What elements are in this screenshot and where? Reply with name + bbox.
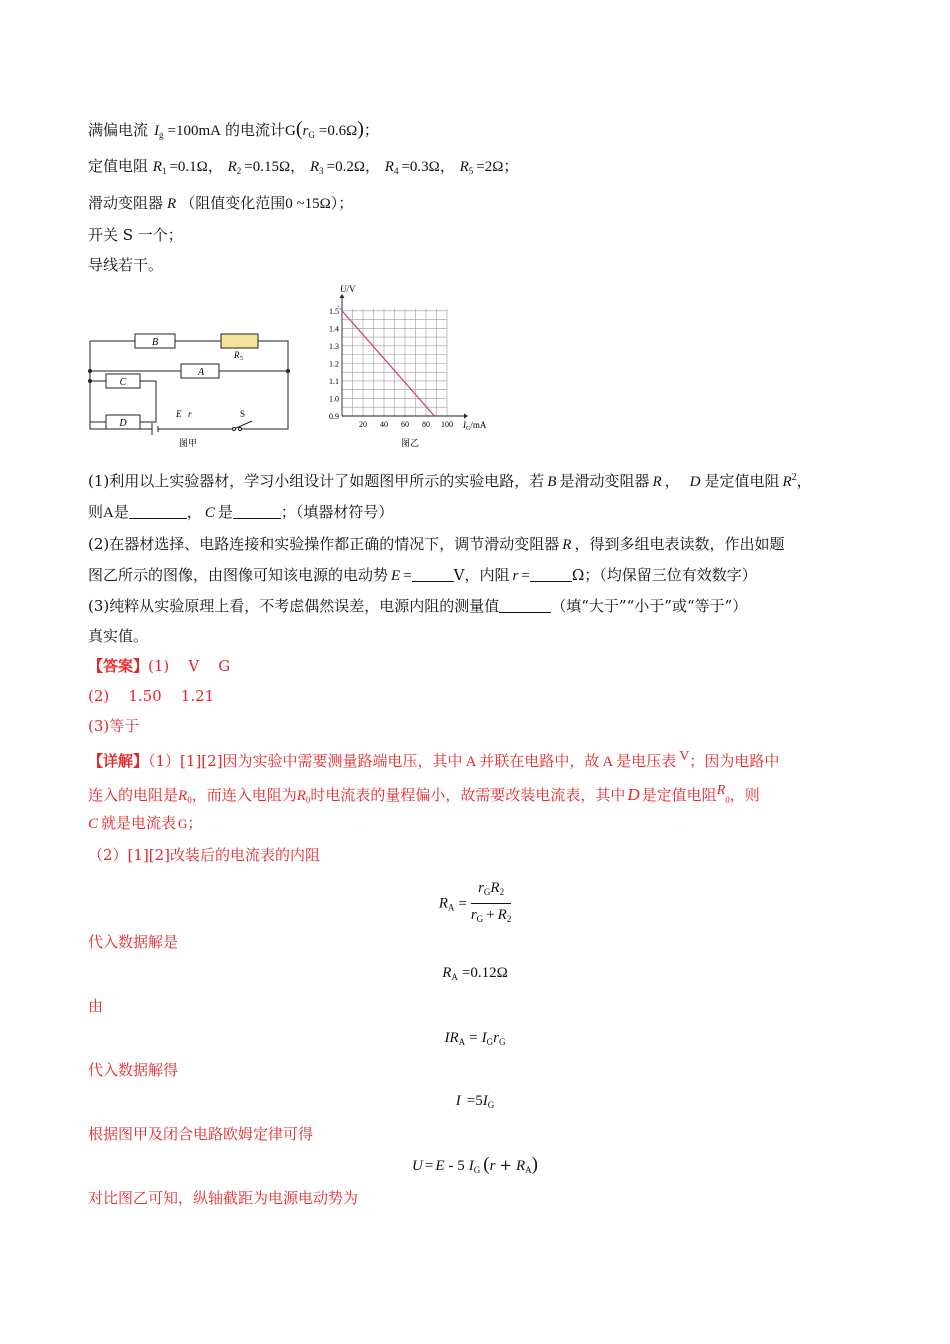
question-2 [88,534,784,555]
eq-symbol: R [515,1158,526,1174]
eq-sign: =5 [466,1093,483,1109]
label-s: S [240,409,246,419]
resistor-r5 [221,334,258,348]
eq-symbol: r [478,880,484,896]
text: (2)在器材选择、电路连接和实验操作都正确的情况下，调节滑动变阻器 [88,535,560,553]
answer-1 [88,656,230,676]
chart-grid [342,309,447,416]
explanation-p9: 对比图乙可知，纵轴截距为电源电动势为 [88,1189,359,1207]
symbol: R [652,474,662,490]
symbol: R [296,788,306,804]
symbol: R [178,788,188,804]
punct: ， [364,157,380,175]
text: 并联在电路中，故 [479,752,600,770]
ui-chart [318,280,502,452]
r4-symbol: R [384,159,394,175]
eq-symbol: r [470,907,477,923]
text: 时电流表的量程偏小，故需要改装电流表，其中 [310,786,626,804]
question-3-cont: 真实值。 [88,627,149,645]
eq-symbol: E [435,1158,445,1174]
eq-subscript: G [498,1037,506,1047]
y-tick-label: 1.1 [329,376,339,386]
r1-symbol: R [152,159,162,175]
question-3 [88,596,747,616]
paren: ) [357,118,364,140]
text: (3)纯粹从实验原理上看，不考虑偶然误差，电源内阻的测量值 [88,597,500,615]
fraction [471,878,511,929]
r2-sub: 2 [236,166,242,176]
x-tick-label: 80 [422,420,430,429]
answer-tag: 【答案】 [88,657,149,675]
symbol: D [689,474,701,490]
symbol-i: I [154,123,160,139]
r3-sub: 3 [319,166,324,176]
y-tick-label: 1.3 [329,341,339,351]
eq-subscript: A [458,1037,466,1047]
text: 的电流计 [224,121,285,139]
answer-blank-a[interactable] [129,504,187,519]
paren: ( [295,118,303,140]
x-axis-label: $I_G/mA$ [463,420,487,432]
r5-sub: 5 [468,166,474,176]
text: ）； [330,194,354,212]
symbol: D [627,785,640,804]
caption-figure-a: 图甲 [178,438,198,448]
eq-subscript: G [476,914,484,924]
eq-subscript: G [473,1165,481,1175]
eq-symbol: R [438,895,448,912]
punct: ， [290,157,306,175]
text: 是定值电阻 [641,786,717,804]
eq-symbol: I [481,1030,487,1046]
text: ， [664,472,680,490]
explanation-p2 [88,781,760,810]
y-tick-label: 1.0 [329,394,339,404]
symbol: R [562,537,572,553]
r3-symbol: R [309,159,320,175]
text: 是滑动变阻器 [559,472,650,490]
eq-paren: ) [531,1154,538,1175]
text: 则 [88,503,104,521]
explanation-p8: 根据图甲及闭合电路欧姆定律可得 [88,1125,314,1143]
text: 满偏电流 [88,121,149,139]
eq-symbol: r [493,1030,499,1046]
superscript: 2 [791,472,797,483]
chart-axes [340,294,469,419]
symbol-r: r [302,123,309,139]
label-b: B [151,337,159,348]
text: （1）[1][2]因为实验中需要测量路端电压，其中 [148,752,463,770]
switch-contact [233,428,236,431]
denominator [471,904,511,929]
symbol: C [204,505,215,521]
label-a: A [197,367,205,378]
r1-value: =0.1Ω [169,159,208,175]
eq-paren: ( [483,1154,490,1175]
switch-blade [234,421,252,429]
explanation-p1 [88,747,779,772]
text: (1)利用以上实验器材，学习小组设计了如题图甲所示的实验电路，若 [88,472,545,490]
y-tick-label: 1.2 [329,359,339,369]
answer-3: (3)等于 [88,717,140,735]
x-axis-arrow [464,414,468,419]
punct: ； [503,157,519,175]
text: 是定值电阻 [704,472,780,490]
eq-subscript: G [486,1037,494,1047]
text: V，内阻 [453,566,510,584]
text: 连入的电阻是 [88,786,179,804]
symbol-g: G [285,123,296,139]
label-r: r [188,409,192,419]
eq-symbol: I [455,1093,461,1109]
question-1-blanks [88,502,393,523]
symbol: R [782,474,792,490]
r2-value: =0.15Ω [244,159,291,175]
r4-value: =0.3Ω [401,159,440,175]
symbol: B [547,474,557,490]
eq-symbol: R [497,907,507,923]
text: （填“大于”“小于”或“等于”） [551,597,748,615]
r3-value: =0.2Ω [326,159,365,175]
r5-value: =2Ω [476,159,504,175]
text: ； [187,814,203,832]
y-tick-label: 1.5 [329,306,339,316]
question-2-blanks [88,565,757,586]
symbol: E [391,568,401,584]
eq-sign: = [458,895,467,912]
eq-sign: = [424,1158,434,1174]
label-r5-sub: 5 [240,356,243,362]
x-tick-label: 20 [359,420,367,429]
text: ；因为电路中 [689,752,780,770]
symbol-r: R [167,196,177,212]
answer-blank-resistance[interactable] [530,567,572,582]
subscript: g [159,130,164,140]
symbol: R [716,783,726,798]
galvanometer-line [88,119,379,145]
text: = [521,568,530,584]
text: ，则 [729,786,760,804]
equation-ra-value [0,962,950,987]
symbol: C [88,816,99,832]
answer-blank-compare[interactable] [499,598,551,613]
explanation-p3 [88,813,202,834]
eq-symbol: I [468,1158,474,1174]
eq-symbol: U [412,1158,423,1174]
switch-contact [239,428,242,431]
answer-blank-emf[interactable] [412,567,454,582]
text: （阻值变化范围 [180,194,286,212]
caption-figure-b: 图乙 [400,438,420,448]
value: =100mA [167,123,221,139]
symbol: G [178,816,188,831]
r4-sub: 4 [393,166,399,176]
text: 是 [113,503,129,521]
eq-subscript: G [487,1100,495,1110]
text: ， [796,472,812,490]
subscript: 0 [725,795,730,805]
text: 是电压表 [616,752,677,770]
x-tick-label: 60 [401,420,409,429]
y-axis-arrow [340,294,345,298]
eq-value: =0.12Ω [461,965,508,981]
r1-sub: 1 [161,166,167,176]
text: ， [186,503,202,521]
text: 就是电流表 [101,814,177,832]
eq-symbol: I [482,1093,488,1109]
value: =0.6Ω [318,123,358,139]
y-axis-label: U/V [340,284,356,294]
battery-symbol [152,423,158,435]
r5-symbol: R [459,159,469,175]
y-tick-label: 0.9 [329,412,339,421]
answer-text: (1) V G [148,657,231,675]
x-tick-label: 100 [441,420,453,429]
answer-2: (2) 1.50 1.21 [88,687,215,705]
symbol: A [602,754,614,770]
symbol: r [512,568,519,584]
rheostat-line [88,193,353,214]
y-tick-label: 1.4 [329,324,339,334]
eq-minus: - 5 [448,1158,465,1174]
r2-symbol: R [227,159,237,175]
eq-symbol: R [442,965,452,981]
symbol: A [465,754,477,770]
label-d: D [119,418,127,429]
text: 滑动变阻器 [88,194,164,212]
wires-line: 导线若干。 [88,256,164,274]
explanation-tag: 【详解】 [88,752,149,770]
subscript: 0 [187,795,192,805]
question-1 [88,468,812,492]
eq-symbol: r [489,1158,496,1174]
eq-subscript: A [447,902,455,913]
value: 0 ~15Ω [285,196,331,212]
eq-sign: = [469,1030,478,1046]
eq-plus: + [499,1156,512,1174]
symbol: A [103,505,114,521]
eq-subscript: 2 [499,887,505,897]
explanation-p4: （2）[1][2]改装后的电流表的内阻 [88,846,321,864]
subscript: 0 [305,795,311,805]
junction [286,369,290,373]
numerator [471,878,511,904]
eq-subscript: G [483,887,491,897]
text: Ω；（均保留三位有效数字） [571,566,757,584]
punct: ； [363,121,379,139]
circuit-diagram [84,325,296,453]
fixed-resistors-line [88,156,518,181]
eq-symbol: IR [444,1030,459,1046]
equation-ohm-law [0,1155,950,1180]
answer-blank-c[interactable] [233,504,281,519]
junction [88,379,92,383]
explanation-p5: 代入数据解是 [88,933,179,951]
symbol: V [679,749,690,764]
eq-subscript: A [525,1165,532,1175]
text: ；（填器材符号） [280,503,394,521]
text: ，得到多组电表读数，作出如题 [574,535,785,553]
label-r5: R [234,350,240,360]
text: 定值电阻 [88,157,149,175]
eq-subscript: A [451,972,458,982]
junction [88,369,92,373]
text: ，而连入电阻为 [191,786,297,804]
text: 图乙所示的图像，由图像可知该电源的电动势 [88,566,389,584]
label-e: E [176,409,182,419]
punct: ， [439,157,455,175]
label-c: C [119,377,127,388]
chart-tick-labels [329,307,453,429]
eq-plus: + [486,907,495,923]
eq-subscript: 2 [506,914,512,924]
punct: ， [207,157,223,175]
switch-line: 开关 S 一个； [88,226,183,244]
equation-i-5ig [0,1090,950,1115]
equation-ra-formula [0,878,950,929]
x-tick-label: 40 [380,420,388,429]
eq-symbol: R [490,880,500,896]
equation-current-relation [0,1027,950,1052]
text: = [403,568,412,584]
subscript: G [308,130,315,140]
text: 是 [217,503,233,521]
explanation-p7: 代入数据解得 [88,1061,179,1079]
explanation-p6: 由 [88,997,104,1015]
